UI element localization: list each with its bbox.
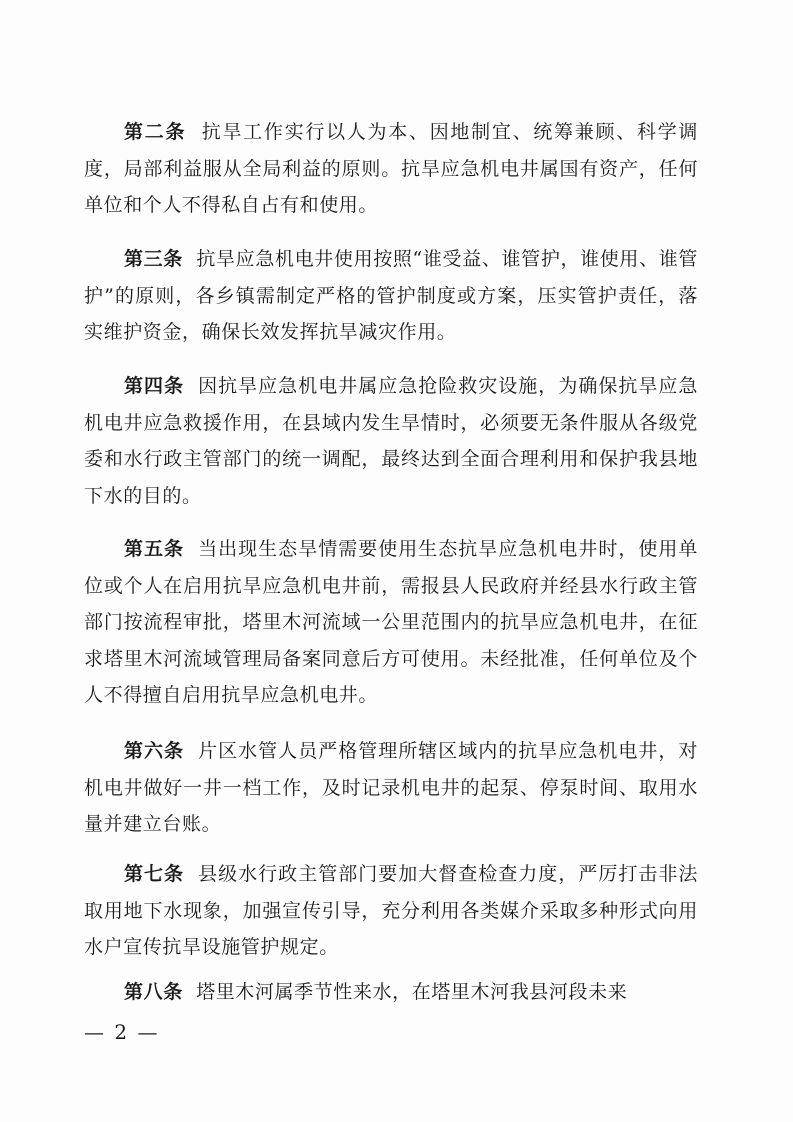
article-number: 第八条 bbox=[124, 981, 183, 1003]
article-number: 第六条 bbox=[124, 740, 185, 762]
article-number: 第三条 bbox=[124, 248, 183, 270]
article-text: 片区水管人员严格管理所辖区域内的抗旱应急机电井，对机电井做好一井一档工作，及时记录机电井的起泵、停泵时间、取用水量并建立台账。 bbox=[84, 740, 698, 835]
article-4 bbox=[84, 368, 698, 514]
article-2 bbox=[84, 114, 698, 224]
article-number: 第二条 bbox=[124, 121, 187, 143]
article-text: 县级水行政主管部门要加大督查检查力度，严厉打击非法取用地下水现象，加强宣传引导，充分利用各类媒介采取多种形式向用水户宣传抗旱设施管护规定。 bbox=[84, 863, 698, 958]
article-text: 因抗旱应急机电井属应急抢险救灾设施，为确保抗旱应急机电井应急救援作用，在县域内发生旱情时，必须要无条件服从各级党委和水行政主管部门的统一调配，最终达到全面合理利用和保护我县地下水的目的。 bbox=[84, 375, 698, 507]
article-6 bbox=[84, 733, 698, 843]
article-3 bbox=[84, 241, 698, 351]
article-7 bbox=[84, 856, 698, 966]
article-number: 第四条 bbox=[124, 375, 185, 397]
article-text: 抗旱工作实行以人为本、因地制宜、统筹兼顾、科学调度，局部利益服从全局利益的原则。抗旱应急机电井属国有资产，任何单位和个人不得私自占有和使用。 bbox=[84, 121, 698, 216]
article-text: 抗旱应急机电井使用按照“谁受益、谁管护，谁使用、谁管护”的原则，各乡镇需制定严格的管护制度或方案，压实管护责任，落实维护资金，确保长效发挥抗旱减灾作用。 bbox=[84, 248, 698, 343]
article-5 bbox=[84, 531, 698, 714]
article-text: 当出现生态旱情需要使用生态抗旱应急机电井时，使用单位或个人在启用抗旱应急机电井前，需报县人民政府并经县水行政主管部门按流程审批，塔里木河流域一公里范围内的抗旱应急机电井，在征求塔里木河流域管理局备案同意后方可使用。未经批准，任何单位及个人不得擅自启用抗旱应急机电井。 bbox=[84, 538, 698, 706]
article-number: 第七条 bbox=[124, 863, 185, 885]
page-number: — 2 — bbox=[84, 1020, 160, 1044]
article-number: 第五条 bbox=[124, 538, 185, 560]
article-8 bbox=[84, 974, 698, 1011]
article-text: 塔里木河属季节性来水，在塔里木河我县河段未来 bbox=[196, 981, 628, 1003]
